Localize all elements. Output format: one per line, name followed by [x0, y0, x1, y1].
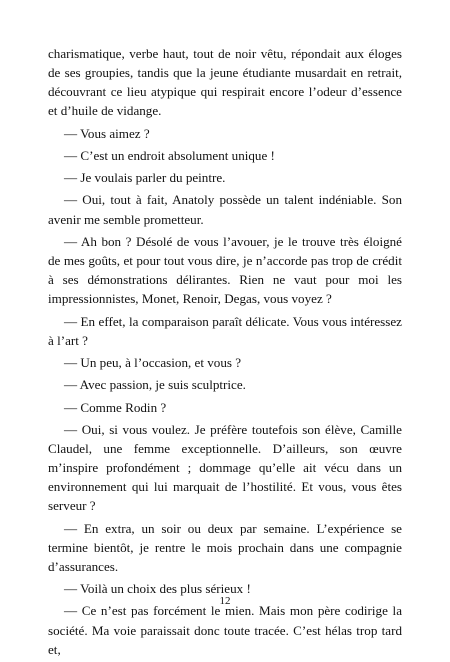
- dialogue-line: — En effet, la comparaison paraît délicate. Vous vous intéressez à l’art ?: [48, 313, 402, 348]
- paragraph-continuation: charismatique, verbe haut, tout de noir vêtu, répondait aux éloges de ses groupies, tandis que la jeune étudiante musardait en retrait, découvrant ce lieu atypique qui respirait encore l’odeur d’essence et d’huile de vidange.: [48, 46, 402, 119]
- dialogue-line: — Vous aimez ?: [64, 125, 150, 141]
- dialogue-line: — Je voulais parler du peintre.: [64, 170, 226, 186]
- dialogue-line: — Comme Rodin ?: [64, 399, 167, 415]
- dialogue-line: — Ah bon ? Désolé de vous l’avouer, je le trouve très éloigné de mes goûts, et pour tout vous dire, je n’accorde pas trop de crédit à ses démonstrations délirantes. Rien ne vaut pour moi les impressionnistes, Monet, Renoir, Degas, vous voyez ?: [48, 233, 402, 307]
- dialogue-line: — Un peu, à l’occasion, et vous ?: [64, 355, 242, 370]
- dialogue-line: — Ce n’est pas forcément le mien. Mais mon père codirige la société. Ma voie paraissait donc toute tracée. C’est hélas trop tard et,: [48, 603, 402, 657]
- page-number: 12: [219, 595, 231, 607]
- dialogue-line: — En extra, un soir ou deux par semaine. L’expérience se termine bientôt, je rentre le mois prochain dans une compagnie d’assurances.: [48, 520, 402, 574]
- dialogue-line: — Oui, si vous voulez. Je préfère toutefois son élève, Camille Claudel, une femme exceptionnelle. D’ailleurs, son œuvre m’inspire profondément ; dommage qu’elle ait vécu dans un environnement qui lui marquait de l’hostilité. Et vous, vous êtes serveur ?: [48, 421, 402, 514]
- dialogue-line: — Voilà un choix des plus sérieux !: [64, 581, 251, 597]
- page-text: [48, 44, 402, 662]
- dialogue-line: — Oui, tout à fait, Anatoly possède un talent indéniable. Son avenir me semble prometteur.: [48, 192, 402, 227]
- dialogue-line: — Avec passion, je suis sculptrice.: [64, 377, 246, 393]
- dialogue-line: — C’est un endroit absolument unique !: [64, 147, 275, 163]
